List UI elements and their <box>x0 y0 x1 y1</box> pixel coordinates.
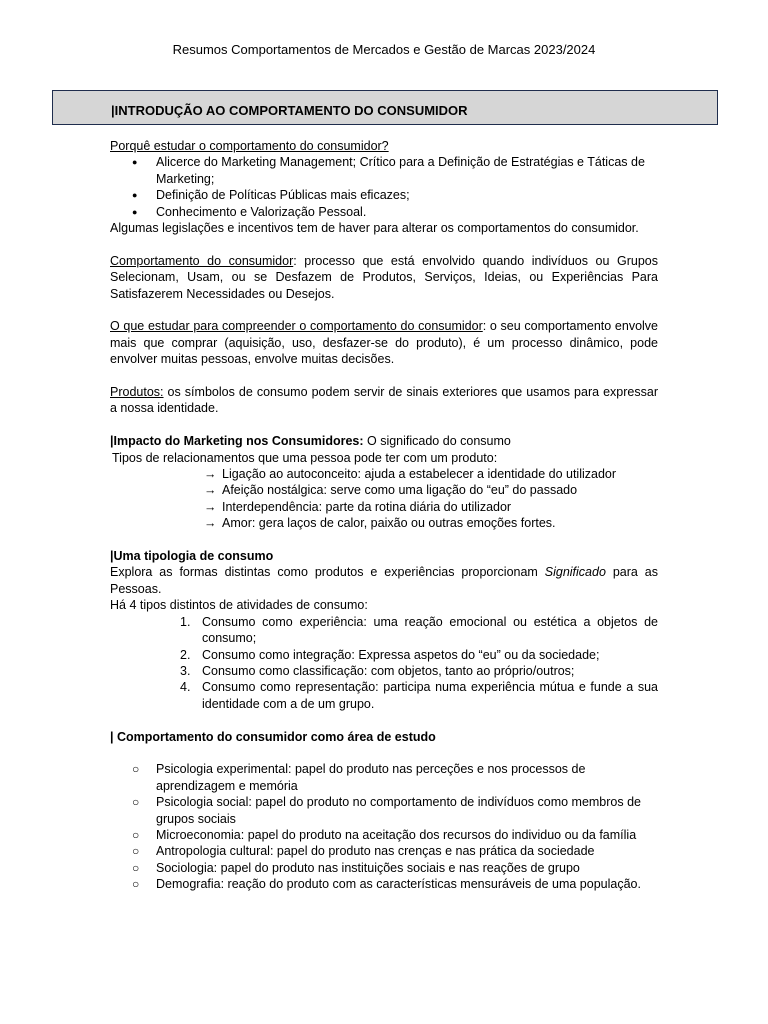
list-number: 1. <box>180 614 191 629</box>
typology-list <box>110 614 658 712</box>
typology-text-a: Explora as formas distintas como produtos e experiências proporcionam <box>110 565 545 580</box>
banner-title: |INTRODUÇÃO AO COMPORTAMENTO DO CONSUMIDOR <box>111 103 468 118</box>
list-item: ○ Psicologia experimental: papel do produto nas perceções e nos processos de aprendizagem e memória <box>110 761 658 794</box>
list-item: ○ Antropologia cultural: papel do produto nas crenças e nas prática da sociedade <box>110 843 658 859</box>
why-note: Algumas legislações e incentivos tem de haver para alterar os comportamentos do consumidor. <box>110 221 639 236</box>
page-header: Resumos Comportamentos de Mercados e Gestão de Marcas 2023/2024 <box>172 42 596 57</box>
list-item: → Amor: gera laços de calor, paixão ou outras emoções fortes. <box>110 515 658 531</box>
list-text: Consumo como integração: Expressa aspetos do “eu” ou da sociedade; <box>202 647 600 662</box>
list-item <box>110 679 658 712</box>
typology-paragraph <box>110 564 658 597</box>
what-study-term: O que estudar para compreender o comportamento do consumidor <box>110 319 483 334</box>
study-area-title: | Comportamento do consumidor como área de estudo <box>110 729 436 744</box>
why-title: Porquê estudar o comportamento do consumidor? <box>110 139 389 153</box>
typology-text-em: Significado <box>544 565 606 580</box>
list-text: Consumo como representação: participa numa experiência mútua e funde a sua identidade com a de um grupo. <box>202 680 658 711</box>
list-item: ○ Sociologia: papel do produto nas instituições sociais e nas reações de grupo <box>110 860 658 876</box>
impact-list <box>110 466 658 532</box>
definition-paragraph <box>110 253 658 302</box>
products-paragraph <box>110 384 658 417</box>
what-study-paragraph <box>110 318 658 367</box>
list-number: 3. <box>180 663 191 678</box>
section-banner <box>52 90 718 125</box>
list-number: 4. <box>180 680 191 695</box>
list-item: → Interdependência: parte da rotina diária do utilizador <box>110 499 658 515</box>
list-text: Consumo como experiência: uma reação emocional ou estética a objetos de consumo; <box>202 614 658 646</box>
typology-title: |Uma tipologia de consumo <box>110 549 274 564</box>
list-text: Consumo como classificação: com objetos, tanto ao próprio/outros; <box>202 663 575 678</box>
list-item: → Afeição nostálgica: serve como uma ligação do “eu” do passado <box>110 482 658 498</box>
typology-text-b: para as Pessoas. <box>110 565 658 596</box>
document-body <box>110 138 658 893</box>
study-area-list <box>110 761 658 892</box>
impact-intro: Tipos de relacionamentos que uma pessoa pode ter com um produto: <box>112 450 498 465</box>
list-item: ● Conhecimento e Valorização Pessoal. <box>110 204 658 220</box>
definition-text: : processo que está envolvido quando indivíduos ou Grupos Selecionam, Usam, ou se Desfazem de Produtos, Serviços, Ideias, ou Experiências Para Satisfazerem Necessidades ou Desejos. <box>110 253 658 301</box>
list-item: ● Definição de Políticas Públicas mais eficazes; <box>110 187 658 203</box>
definition-term: Comportamento do consumidor <box>110 253 294 268</box>
products-text: os símbolos de consumo podem servir de sinais exteriores que usamos para expressar a nossa identidade. <box>110 385 658 416</box>
list-item <box>110 663 658 679</box>
impact-title-rest: O significado do consumo <box>363 434 511 449</box>
what-study-text: : o seu comportamento envolve mais que comprar (aquisição, uso, desfazer-se do produto), é um processo dinâmico, pode envolver muitas pessoas, envolve muitas decisões. <box>110 319 659 367</box>
list-item: ○ Demografia: reação do produto com as características mensuráveis de uma população. <box>110 876 658 892</box>
list-item: ○ Microeconomia: papel do produto na aceitação dos recursos do individuo ou da família <box>110 827 658 843</box>
list-item <box>110 647 658 663</box>
list-item <box>110 614 658 647</box>
list-item: ● Alicerce do Marketing Management; Crítico para a Definição de Estratégias e Táticas de Marketing; <box>110 154 658 187</box>
typology-intro: Há 4 tipos distintos de atividades de consumo: <box>110 598 368 613</box>
impact-title: |Impacto do Marketing nos Consumidores: <box>110 434 364 449</box>
list-item: ○ Psicologia social: papel do produto no comportamento de indivíduos como membros de grupos sociais <box>110 794 658 827</box>
list-item: → Ligação ao autoconceito: ajuda a estabelecer a identidade do utilizador <box>110 466 658 482</box>
products-term: Produtos: <box>110 385 164 400</box>
list-number: 2. <box>180 647 191 662</box>
impact-heading <box>110 433 658 449</box>
why-list <box>110 154 658 220</box>
